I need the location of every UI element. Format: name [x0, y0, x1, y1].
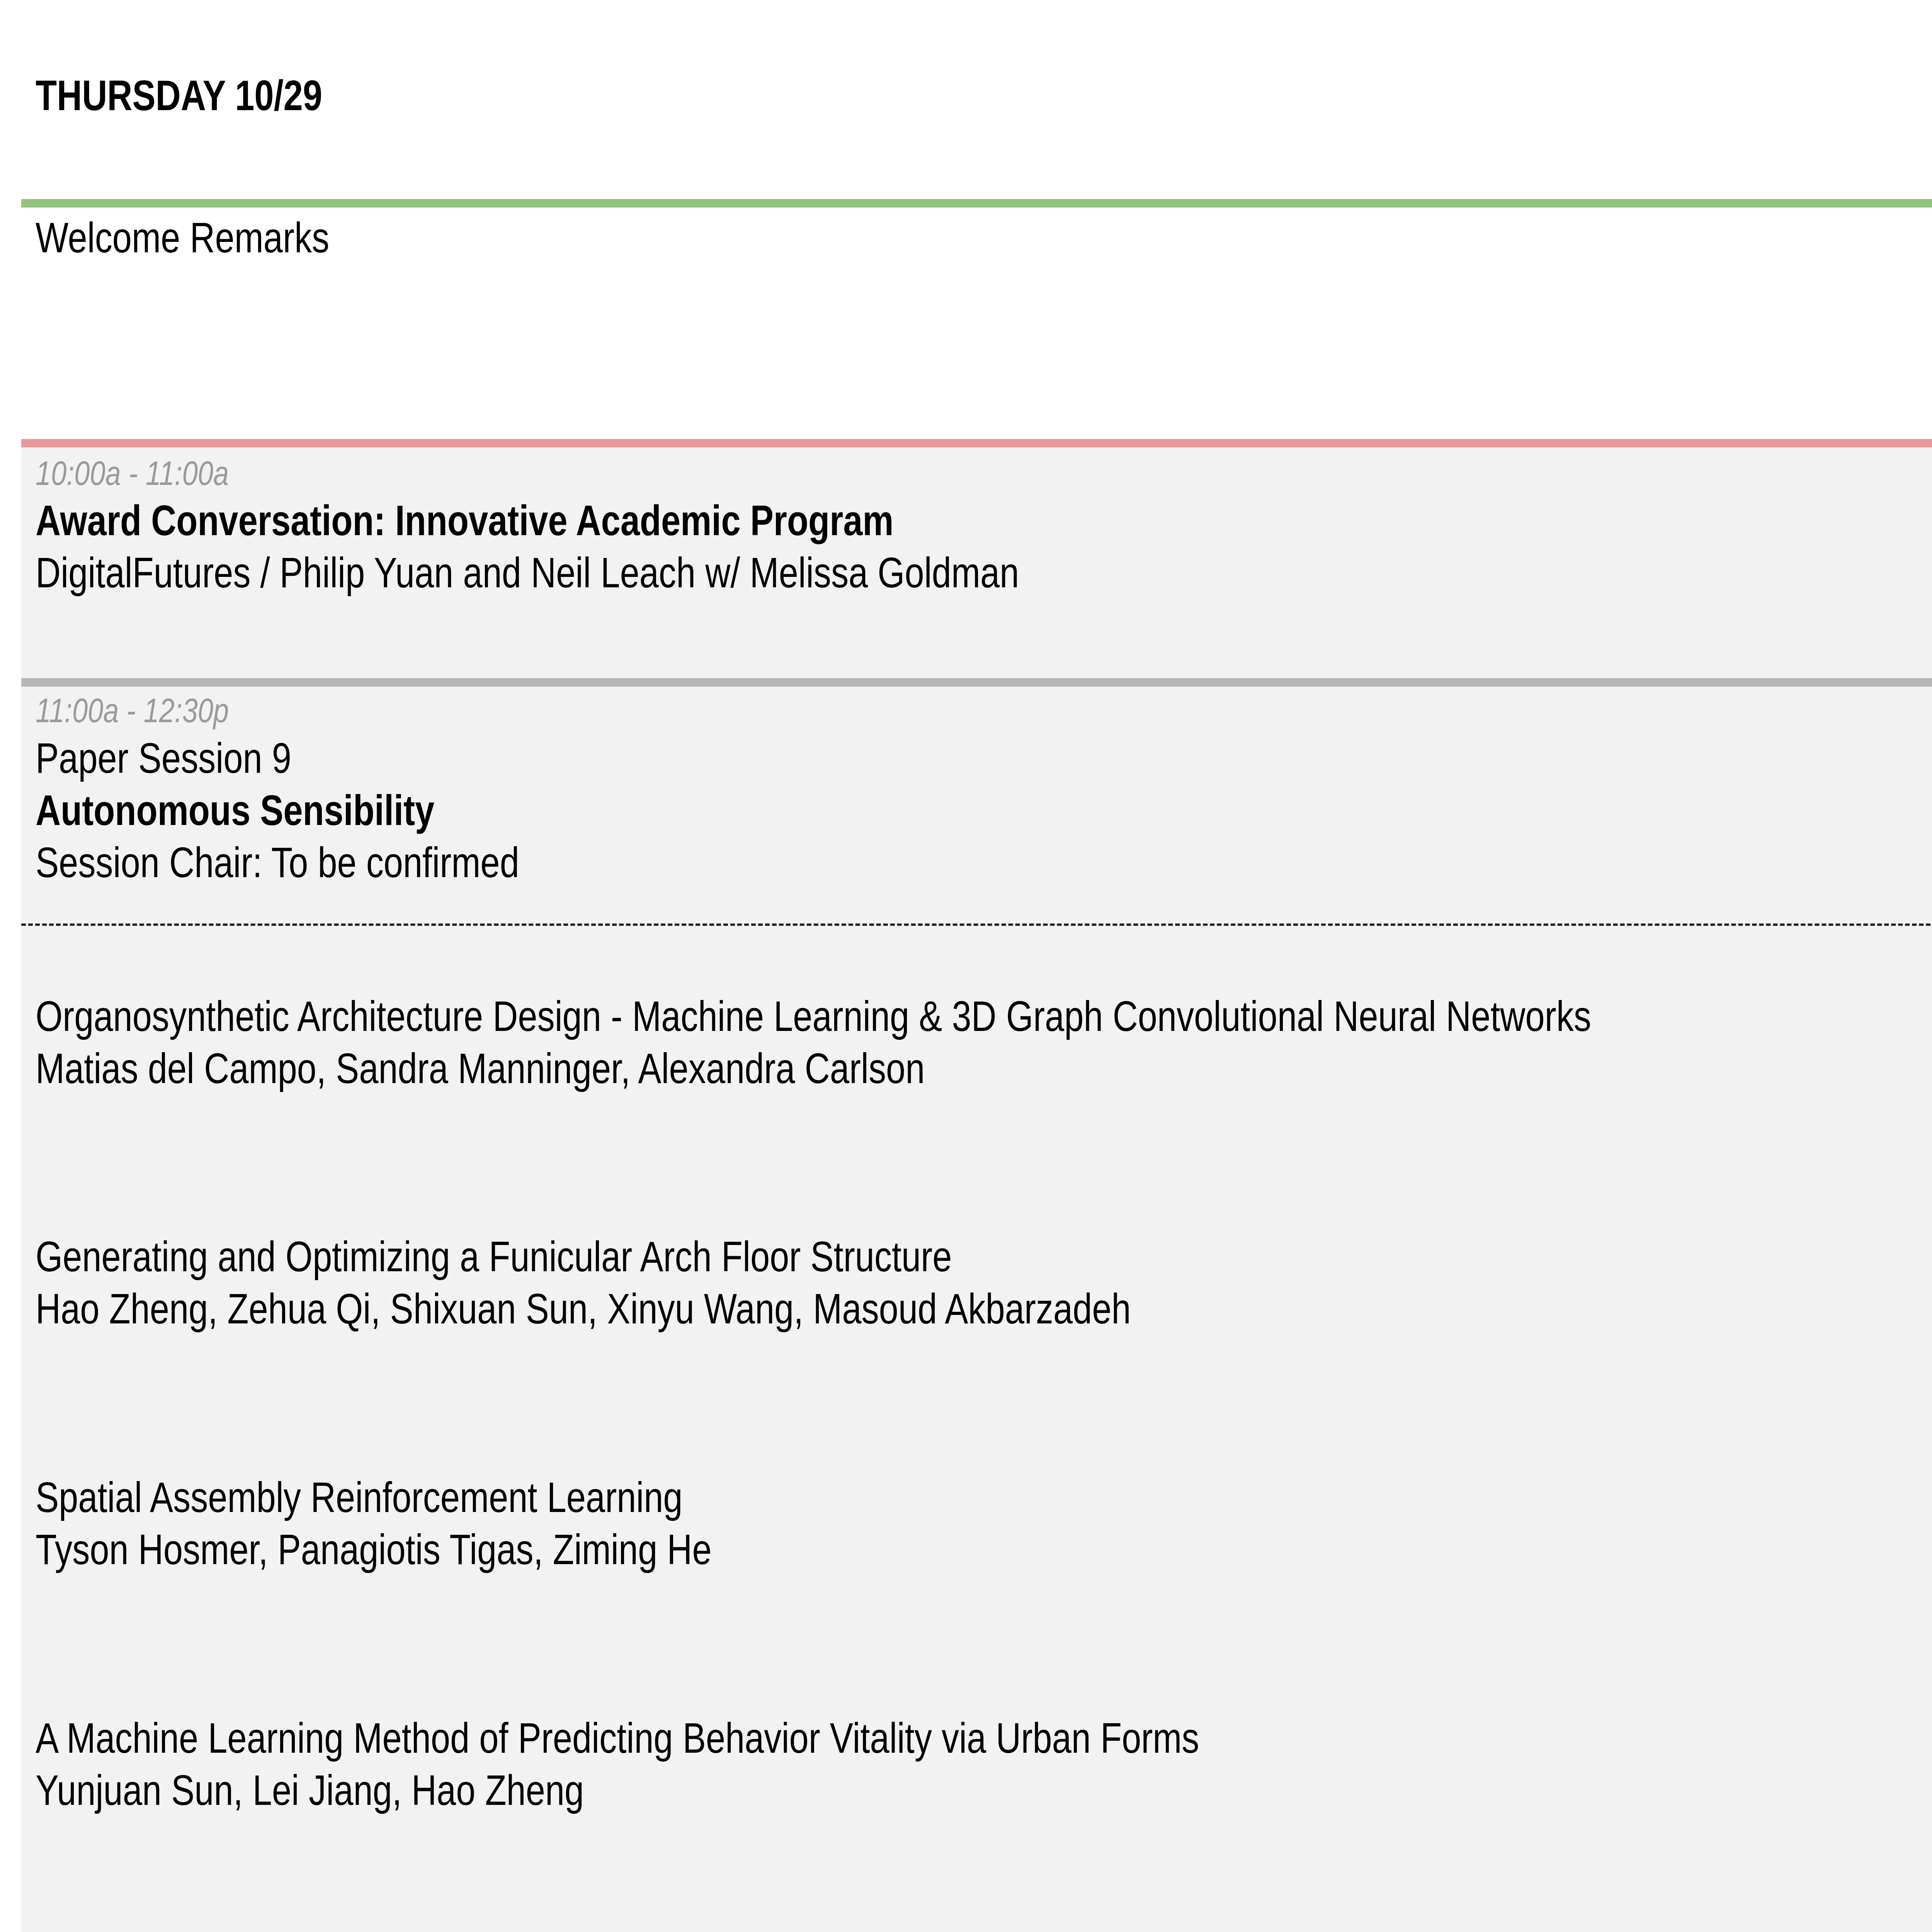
paper-authors: Yunjuan Sun, Lei Jiang, Hao Zheng: [36, 1767, 584, 1814]
award-speakers: DigitalFutures / Philip Yuan and Neil Leach w/ Melissa Goldman: [36, 549, 1019, 597]
day-heading: THURSDAY 10/29: [36, 72, 322, 119]
paper-session-time: 11:00a - 12:30p: [36, 691, 229, 730]
paper-title: Spatial Assembly Reinforcement Learning: [36, 1474, 683, 1521]
paper-session-label: Paper Session 9: [36, 735, 291, 782]
paper-title: Organosynthetic Architecture Design - Machine Learning & 3D Graph Convolutional Neural Networks: [36, 993, 1591, 1040]
paper-session-chair: Session Chair: To be confirmed: [36, 839, 519, 886]
award-title: Award Conversation: Innovative Academic Program: [36, 497, 894, 544]
welcome-title: Welcome Remarks: [36, 214, 330, 262]
paper-authors: Hao Zheng, Zehua Qi, Shixuan Sun, Xinyu Wang, Masoud Akbarzadeh: [36, 1285, 1131, 1333]
award-time: 10:00a - 11:00a: [36, 454, 229, 492]
paper-title: Generating and Optimizing a Funicular Arch Floor Structure: [36, 1233, 952, 1281]
paper-authors: Tyson Hosmer, Panagiotis Tigas, Ziming He: [36, 1526, 712, 1573]
paper-authors: Matias del Campo, Sandra Manninger, Alexandra Carlson: [36, 1045, 925, 1092]
welcome-rule: [21, 199, 1932, 207]
paper-session-title: Autonomous Sensibility: [36, 787, 435, 834]
award-rule: [21, 439, 1932, 447]
paper-session-rule: [21, 678, 1932, 687]
session-divider: [21, 923, 1932, 926]
paper-title: A Machine Learning Method of Predicting Behavior Vitality via Urban Forms: [36, 1714, 1199, 1762]
